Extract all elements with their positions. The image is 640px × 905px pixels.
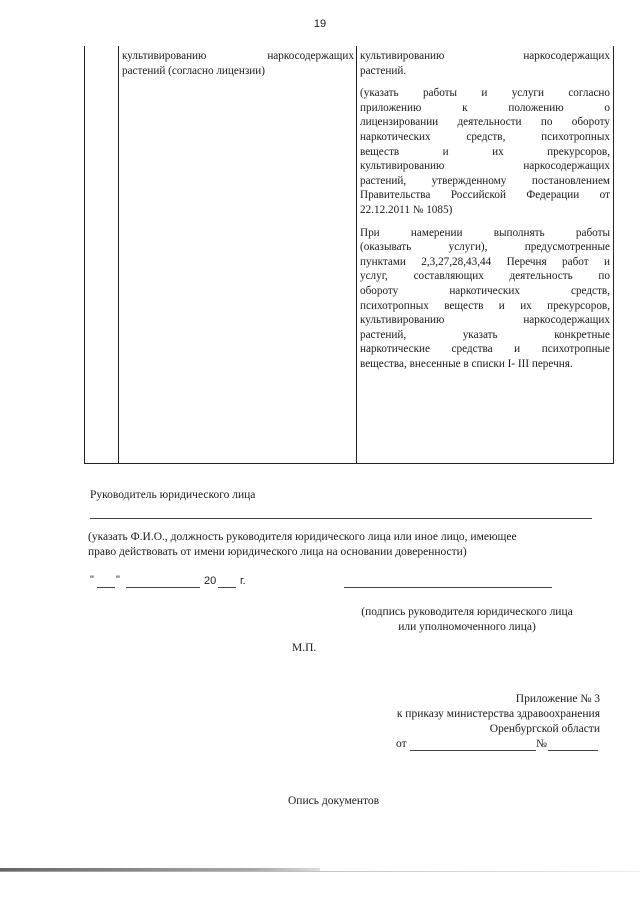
- signature-caption-line: (подпись руководителя юридического лица: [361, 606, 573, 618]
- cell-line: При намерении выполнять работы: [360, 226, 610, 239]
- date-year-line: [218, 587, 236, 588]
- cell-line: культивированию наркосодержащих: [360, 160, 610, 173]
- cell-line: приложению к положению о: [360, 101, 610, 114]
- signature-line: [344, 587, 552, 588]
- cell-line: растений.: [360, 64, 407, 77]
- name-note: [88, 530, 608, 560]
- name-note-line: (указать Ф.И.О., должность руководителя юридического лица или иное лицо, имеющее: [88, 531, 517, 543]
- name-note-line: право действовать от имени юридического лица на основании доверенности): [88, 546, 467, 558]
- appendix-line: Приложение № 3: [515, 693, 600, 705]
- table-cell-activity: [122, 49, 354, 78]
- appendix-line: к приказу министерства здравоохранения: [396, 708, 600, 720]
- table-border-left: [84, 46, 85, 464]
- signature-caption-line: или уполномоченного лица): [398, 621, 536, 633]
- stamp-mark: М.П.: [292, 642, 317, 654]
- cell-line: психотропных веществ и их прекурсоров,: [360, 299, 610, 312]
- details-paragraph-1: [360, 49, 610, 78]
- date-close-quote: ": [116, 574, 120, 586]
- date-day-line: [97, 587, 115, 588]
- cell-line: лицензировании деятельности по обороту: [360, 116, 610, 129]
- details-paragraph-3: [360, 226, 610, 372]
- cell-line: наркотических средств, психотропных: [360, 130, 610, 143]
- cell-line: культивированию наркосодержащих: [122, 50, 354, 62]
- number-label: №: [536, 738, 547, 750]
- table-border-right: [613, 46, 614, 464]
- table-border-bottom: [84, 463, 614, 464]
- cell-line: услуг, составляющих деятельность по: [360, 270, 610, 283]
- number-line: [548, 750, 598, 751]
- cell-line: веществ и их прекурсоров,: [360, 145, 610, 158]
- date-year-prefix: 20: [204, 575, 217, 587]
- cell-line: растений, указать конкретные: [360, 328, 610, 341]
- signature-caption: [340, 605, 594, 635]
- head-label: Руководитель юридического лица: [90, 489, 256, 501]
- table-cell-details: [360, 49, 610, 371]
- cell-line: наркотические средства и психотропные: [360, 343, 610, 356]
- from-date-line: [410, 750, 536, 751]
- cell-line: вещества, внесенные в списки I- III перечня.: [360, 357, 573, 370]
- cell-line: пунктами 2,3,27,28,43,44 Перечня работ и: [360, 255, 610, 268]
- cell-line: Правительства Российской Федерации от: [360, 189, 610, 202]
- cell-line: культивированию наркосодержащих: [360, 314, 610, 327]
- page-number: 19: [313, 18, 327, 30]
- table-border-col2: [356, 46, 357, 464]
- appendix-line: Оренбургской области: [489, 723, 600, 735]
- cell-line: культивированию наркосодержащих: [360, 50, 610, 62]
- date-open-quote: ": [90, 574, 94, 586]
- date-year-suffix: г.: [240, 575, 246, 587]
- from-label: от: [396, 738, 407, 750]
- cell-line: обороту наркотических средств,: [360, 284, 610, 297]
- table-border-col1: [118, 46, 119, 464]
- cell-line: растений (согласно лицензии): [122, 64, 265, 77]
- cell-line: (оказывать услуги), предусмотренные: [360, 241, 610, 254]
- document-title: Опись документов: [288, 795, 380, 807]
- license-table: [84, 46, 614, 464]
- appendix-header: [330, 692, 600, 737]
- name-input-line: [90, 518, 592, 519]
- details-paragraph-2: [360, 86, 610, 217]
- scan-edge-line: [0, 871, 640, 872]
- cell-line: (указать работы и услуги согласно: [360, 87, 610, 100]
- cell-line: 22.12.2011 № 1085): [360, 203, 453, 216]
- date-month-line: [126, 587, 200, 588]
- cell-line: растений, утвержденному постановлением: [360, 174, 610, 187]
